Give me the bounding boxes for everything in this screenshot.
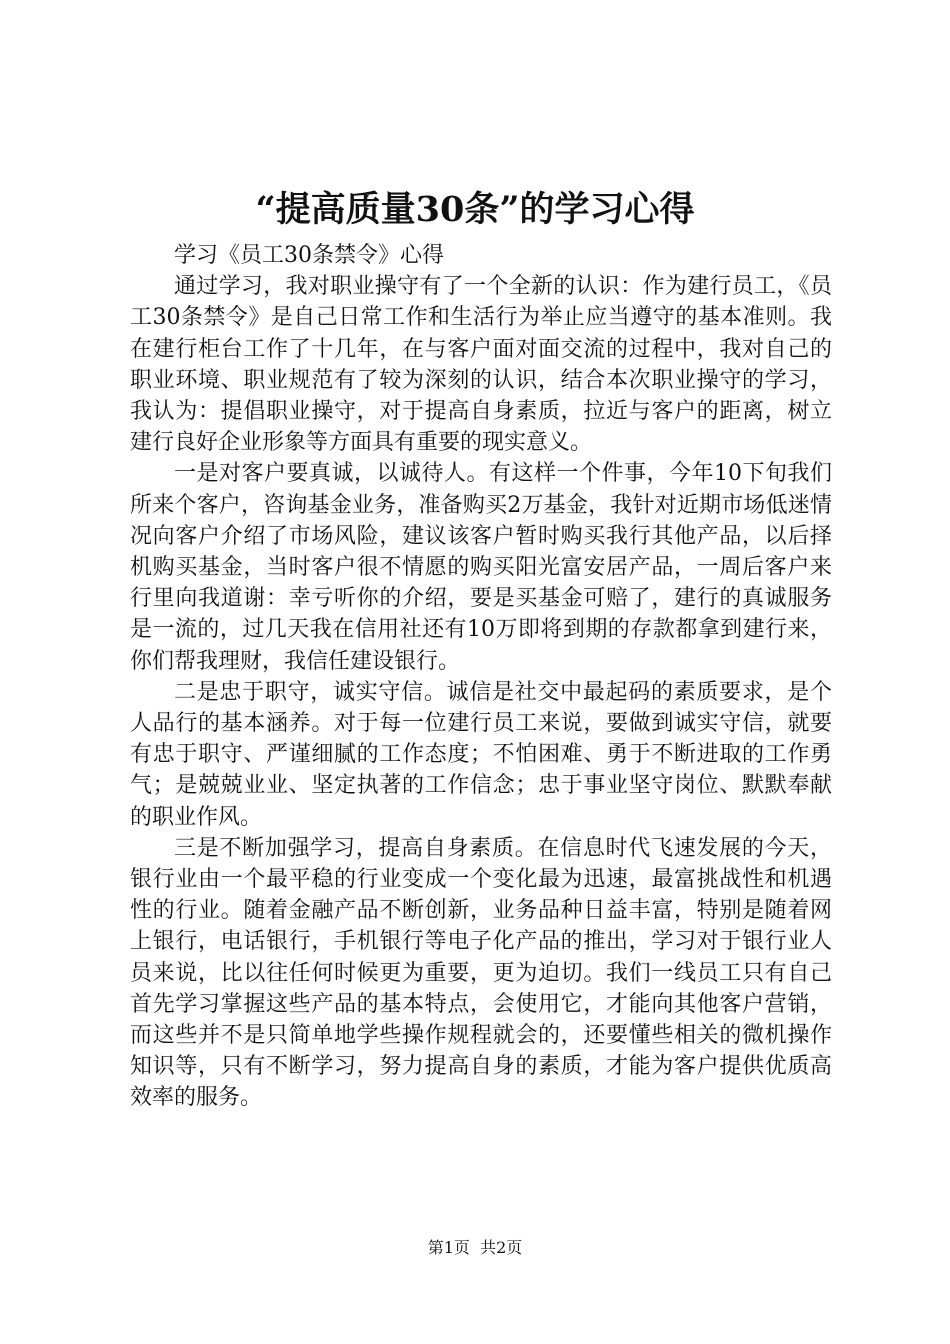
page-number: 第1页 共2页 [427,1238,523,1257]
page-title: “提高质量30条”的学习心得 [255,189,695,230]
paragraph-point-three: 三是不断加强学习，提高自身素质。在信息时代飞速发展的今天，银行业由一个最平稳的行业变成一个变化最为迅速，最富挑战性和机遇性的行业。随着金融产品不断创新，业务品种日益丰富，特别是随着网上银行，电话银行，手机银行等电子化产品的推出，学习对于银行业人员来说，比以往任何时候更为重要，更为迫切。我们一线员工只有自己首先学习掌握这些产品的基本特点，会使用它，才能向其他客户营销，而这些并不是只简单地学些操作规程就会的，还要懂些相关的微机操作知识等，只有不断学习，努力提高自身的素质，才能为客户提供优质高效率的服务。 [130,835,832,1111]
section-subtitle: 学习《员工30条禁令》心得 [174,243,444,268]
paragraph-intro: 通过学习，我对职业操守有了一个全新的认识：作为建行员工，《员工30条禁令》是自己日常工作和生活行为举止应当遵守的基本准则。我在建行柜台工作了十几年，在与客户面对面交流的过程中，我对自己的职业环境、职业规范有了较为深刻的认识，结合本次职业操守的学习，我认为：提倡职业操守，对于提高自身素质，拉近与客户的距离，树立建行良好企业形象等方面具有重要的现实意义。 [130,274,832,456]
page-footer [0,1236,950,1260]
paragraph-point-one: 一是对客户要真诚，以诚待人。有这样一个件事，今年10下旬我们所来个客户，咨询基金业务，准备购买2万基金，我针对近期市场低迷情况向客户介绍了市场风险，建议该客户暂时购买我行其他产品，以后择机购买基金，当时客户很不情愿的购买阳光富安居产品，一周后客户来行里向我道谢：幸亏听你的介绍，要是买基金可赔了，建行的真诚服务是一流的，过几天我在信用社还有10万即将到期的存款都拿到建行来，你们帮我理财，我信任建设银行。 [130,461,832,674]
document-body [130,240,832,1114]
paragraph-point-two: 二是忠于职守，诚实守信。诚信是社交中最起码的素质要求，是个人品行的基本涵养。对于每一位建行员工来说，要做到诚实守信，就要有忠于职守、严谨细腻的工作态度；不怕困难、勇于不断进取的工作勇气；是兢兢业业、坚定执著的工作信念；忠于事业坚守岗位、默默奉献的职业作风。 [130,679,832,830]
